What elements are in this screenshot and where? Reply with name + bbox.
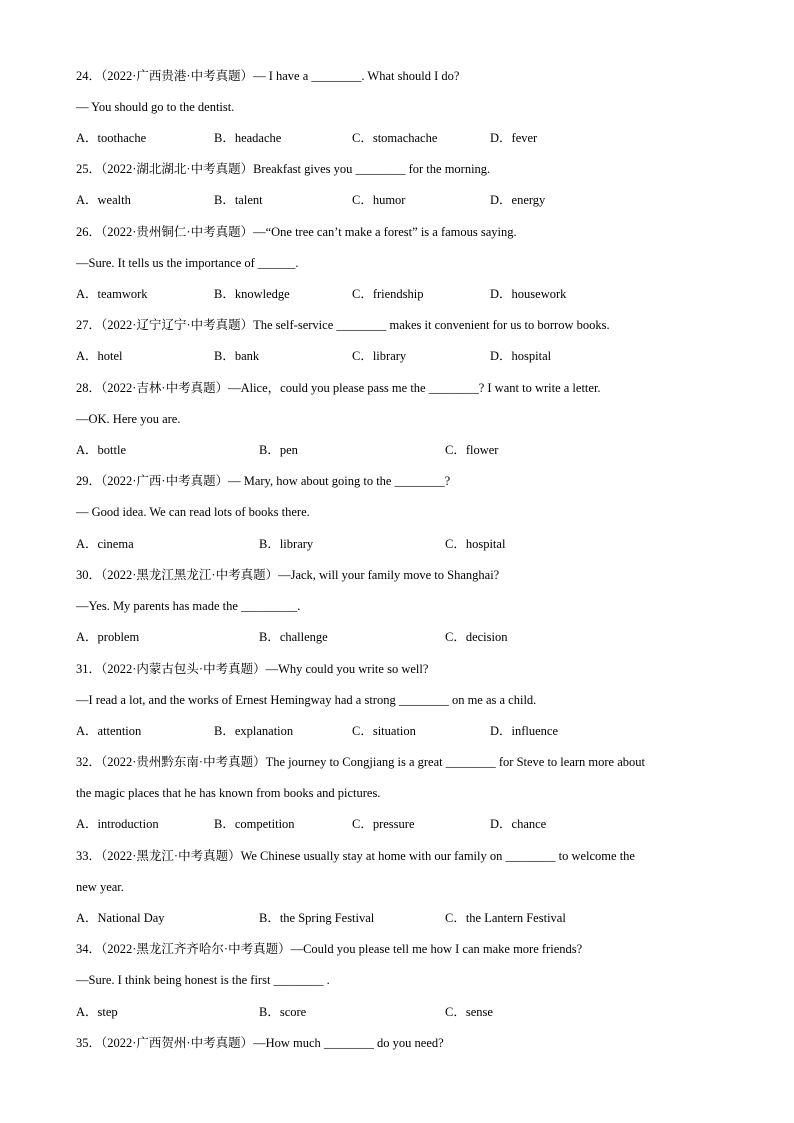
option-a[interactable]: A．problem [76,630,140,644]
option-b[interactable]: B．library [259,537,314,551]
option-d[interactable]: D．fever [490,131,538,145]
question-24-dialogue: — You should go to the dentist. [76,100,235,114]
option-b[interactable]: B．challenge [259,630,328,644]
option-c[interactable]: C．decision [445,630,508,644]
option-a[interactable]: A．hotel [76,349,123,363]
option-a[interactable]: A．toothache [76,131,147,145]
option-b[interactable]: B．pen [259,443,298,457]
question-33-stem-continued: new year. [76,880,124,894]
option-d[interactable]: D．hospital [490,349,552,363]
option-b[interactable]: B．the Spring Festival [259,911,375,925]
question-29-dialogue: — Good idea. We can read lots of books there. [76,505,310,519]
question-28-stem: 28．（2022·吉林·中考真题）—Alice，could you please pass me the ________? I want to write a letter. [76,381,601,395]
question-30-dialogue: —Yes. My parents has made the _________. [76,599,301,613]
option-c[interactable]: C．flower [445,443,499,457]
option-c[interactable]: C．situation [352,724,416,738]
option-b[interactable]: B．explanation [214,724,294,738]
question-34-dialogue: —Sure. I think being honest is the first ________ . [76,973,330,987]
question-26-stem: 26．（2022·贵州铜仁·中考真题）—“One tree can’t make a forest” is a famous saying. [76,225,517,239]
question-34-stem: 34．（2022·黑龙江齐齐哈尔·中考真题）—Could you please tell me how I can make more friends? [76,942,583,956]
question-29-stem: 29．（2022·广西·中考真题）— Mary, how about going to the ________? [76,474,451,488]
question-26-dialogue: —Sure. It tells us the importance of ______. [76,256,299,270]
question-27-stem: 27．（2022·辽宁辽宁·中考真题）The self-service ________ makes it convenient for us to borrow books. [76,318,610,332]
option-d[interactable]: D．influence [490,724,559,738]
option-a[interactable]: A．National Day [76,911,165,925]
question-24-stem: 24．（2022·广西贵港·中考真题）— I have a ________. What should I do? [76,69,460,83]
option-a[interactable]: A．step [76,1005,118,1019]
option-b[interactable]: B．competition [214,817,295,831]
option-a[interactable]: A．introduction [76,817,159,831]
option-c[interactable]: C．humor [352,193,406,207]
option-c[interactable]: C．library [352,349,407,363]
option-c[interactable]: C．stomachache [352,131,438,145]
option-d[interactable]: D．housework [490,287,567,301]
option-a[interactable]: A．teamwork [76,287,148,301]
option-b[interactable]: B．headache [214,131,282,145]
option-a[interactable]: A．cinema [76,537,134,551]
option-b[interactable]: B．bank [214,349,260,363]
option-c[interactable]: C．the Lantern Festival [445,911,566,925]
option-b[interactable]: B．talent [214,193,263,207]
option-b[interactable]: B．knowledge [214,287,290,301]
option-b[interactable]: B．score [259,1005,307,1019]
question-31-dialogue: —I read a lot, and the works of Ernest Hemingway had a strong ________ on me as a child. [76,693,537,707]
option-d[interactable]: D．chance [490,817,547,831]
question-32-stem-continued: the magic places that he has known from books and pictures. [76,786,381,800]
question-30-stem: 30．（2022·黑龙江黑龙江·中考真题）—Jack, will your family move to Shanghai? [76,568,500,582]
option-c[interactable]: C．hospital [445,537,506,551]
question-35-stem: 35．（2022·广西贺州·中考真题）—How much ________ do you need? [76,1036,444,1050]
question-25-stem: 25．（2022·湖北湖北·中考真题）Breakfast gives you ________ for the morning. [76,162,491,176]
option-a[interactable]: A．bottle [76,443,126,457]
option-c[interactable]: C．pressure [352,817,415,831]
question-28-dialogue: —OK. Here you are. [76,412,181,426]
question-32-stem: 32．（2022·贵州黔东南·中考真题）The journey to Congjiang is a great ________ for Steve to learn more about [76,755,645,769]
option-a[interactable]: A．attention [76,724,142,738]
option-a[interactable]: A．wealth [76,193,131,207]
question-31-stem: 31．（2022·内蒙古包头·中考真题）—Why could you write so well? [76,662,429,676]
option-c[interactable]: C．sense [445,1005,493,1019]
option-c[interactable]: C．friendship [352,287,424,301]
option-d[interactable]: D．energy [490,193,546,207]
question-33-stem: 33．（2022·黑龙江·中考真题）We Chinese usually stay at home with our family on ________ to welcome the [76,849,635,863]
